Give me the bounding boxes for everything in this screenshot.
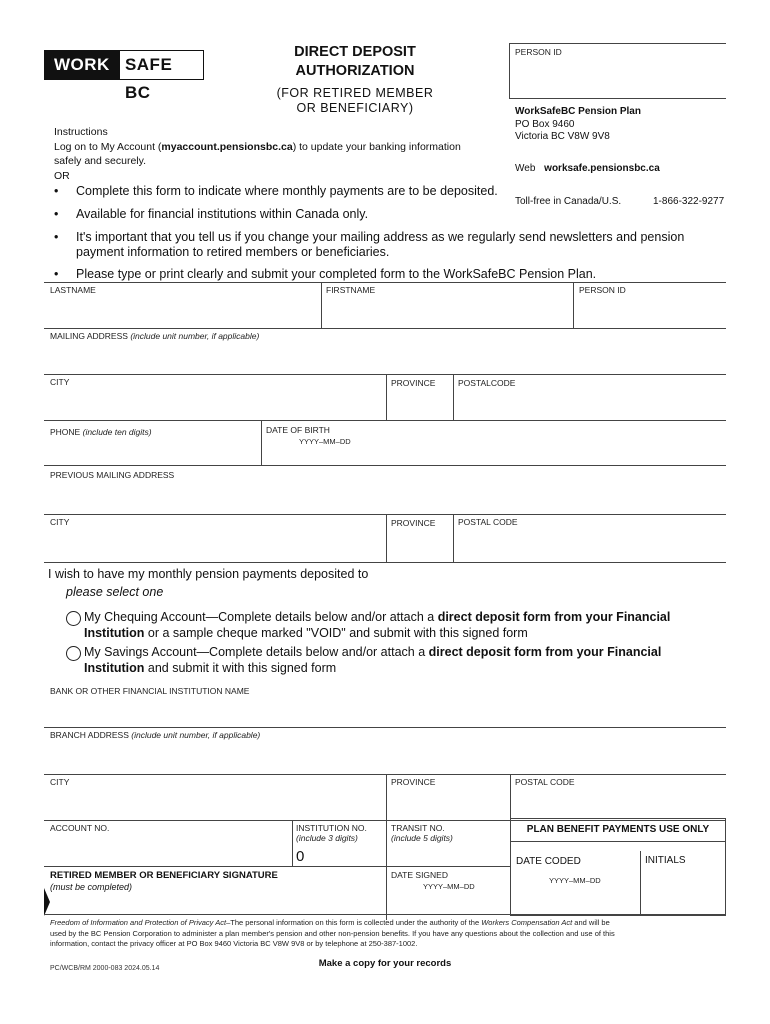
logo-part-work: WORK bbox=[45, 51, 120, 79]
phone-label bbox=[50, 427, 152, 437]
bullet-1: • Complete this form to indicate where monthly payments are to be deposited. bbox=[76, 183, 498, 199]
tollfree-number: 1-866-322-9277 bbox=[653, 196, 725, 207]
branch-address-label bbox=[50, 730, 260, 740]
bank-city-field[interactable] bbox=[45, 788, 384, 818]
phone-note: (include ten digits) bbox=[82, 427, 152, 437]
opt1-bold2: Institution bbox=[84, 626, 145, 640]
city2-field[interactable] bbox=[45, 528, 384, 560]
transit-no-note: (include 5 digits) bbox=[391, 833, 453, 843]
date-signed-label: DATE SIGNED bbox=[391, 870, 448, 880]
privacy-notice bbox=[50, 918, 726, 950]
last-name-field[interactable] bbox=[45, 296, 319, 326]
postal-code-label: POSTALCODE bbox=[458, 378, 516, 388]
tollfree-label: Toll-free in Canada/U.S. bbox=[515, 196, 622, 207]
logo-part-safebc: SAFE BC bbox=[124, 55, 173, 102]
chequing-option bbox=[84, 609, 724, 641]
prev-mailing-field[interactable] bbox=[45, 482, 725, 512]
signature-arrow-icon bbox=[44, 888, 50, 916]
opt2-bold2: Institution bbox=[84, 661, 145, 675]
web-label: Web bbox=[515, 163, 536, 174]
date-coded-label: DATE CODED bbox=[516, 856, 581, 867]
prev-mailing-label: PREVIOUS MAILING ADDRESS bbox=[50, 470, 175, 480]
line1-post: ) to update your banking information bbox=[292, 141, 461, 153]
bank-city-label: CITY bbox=[50, 777, 70, 787]
savings-option bbox=[84, 644, 724, 676]
bullet-3-cont: payment information to retired members or beneficiaries. bbox=[76, 245, 390, 259]
first-name-field[interactable] bbox=[322, 296, 572, 326]
top-person-id-label: PERSON ID bbox=[515, 47, 562, 57]
dob-format: YYYY–MM–DD bbox=[299, 437, 351, 446]
title-line2: AUTHORIZATION bbox=[295, 63, 415, 79]
bank-province-label: PROVINCE bbox=[391, 777, 436, 787]
copy-notice: Make a copy for your records bbox=[318, 958, 452, 969]
top-person-id-field[interactable] bbox=[510, 60, 725, 97]
postal-code2-label: POSTAL CODE bbox=[458, 517, 518, 527]
bank-postal-label: POSTAL CODE bbox=[515, 777, 575, 787]
bullet-4: • Please type or print clearly and submit your completed form to the WorkSafeBC Pension Plan. bbox=[76, 266, 596, 282]
privacy-text2: and will be bbox=[572, 918, 610, 927]
province2-label: PROVINCE bbox=[391, 518, 436, 528]
mailing-address-label bbox=[50, 331, 259, 341]
instructions-heading: Instructions bbox=[54, 126, 108, 138]
postal-code-field[interactable] bbox=[454, 390, 724, 418]
bank-postal-field[interactable] bbox=[511, 788, 724, 818]
savings-radio[interactable] bbox=[66, 646, 81, 661]
instructions-line2: safely and securely. bbox=[54, 155, 147, 167]
privacy-line2: used by the BC Pension Corporation to administer a plan member's pension and other non-pension benefits. If you have any questions about the collection and use of this bbox=[50, 928, 615, 938]
select-one: please select one bbox=[66, 585, 164, 599]
plan-benefit-heading: PLAN BENEFIT PAYMENTS USE ONLY bbox=[526, 824, 710, 835]
date-coded-format: YYYY–MM–DD bbox=[549, 876, 601, 885]
line1-pre: Log on to My Account ( bbox=[54, 141, 162, 153]
opt2-pre: My Savings Account—Complete details below and/or attach a bbox=[84, 645, 429, 659]
account-no-field[interactable] bbox=[45, 835, 290, 865]
contact-org: WorkSafeBC Pension Plan bbox=[515, 106, 641, 117]
privacy-line3: information, contact the privacy officer at PO Box 9460 Victoria BC V8W 9V8 or by telephone at 250-387-1002. bbox=[50, 939, 418, 948]
initials-label: INITIALS bbox=[645, 855, 686, 866]
opt1-post: or a sample cheque marked "VOID" and submit with this signed form bbox=[144, 626, 528, 640]
subtitle-line2: OR BENEFICIARY) bbox=[296, 101, 414, 115]
bullet-2: • Available for financial institutions within Canada only. bbox=[76, 206, 368, 222]
form-code: PC/WCB/RM 2000-083 2024.05.14 bbox=[50, 965, 160, 972]
web-link[interactable]: worksafe.pensionsbc.ca bbox=[544, 163, 660, 174]
mailing-address-note: (include unit number, if applicable) bbox=[130, 331, 260, 341]
branch-address-note: (include unit number, if applicable) bbox=[131, 730, 261, 740]
branch-address-field[interactable] bbox=[45, 742, 725, 772]
contact-address2: Victoria BC V8W 9V8 bbox=[515, 131, 610, 142]
opt1-bold: direct deposit form from your Financial bbox=[437, 610, 671, 624]
bank-name-label: BANK OR OTHER FINANCIAL INSTITUTION NAME bbox=[50, 686, 250, 696]
phone-text: PHONE bbox=[50, 427, 81, 437]
province2-field[interactable] bbox=[387, 530, 451, 560]
instructions-or: OR bbox=[54, 170, 70, 182]
privacy-act-name: Freedom of Information and Protection of Privacy Act bbox=[50, 918, 227, 927]
institution-no-text: INSTITUTION NO. bbox=[296, 823, 367, 833]
contact-block bbox=[515, 106, 641, 144]
transit-no-text: TRANSIT NO. bbox=[391, 823, 445, 833]
myaccount-link[interactable]: myaccount.pensionsbc.ca bbox=[161, 141, 293, 153]
institution-no-label bbox=[296, 823, 367, 843]
title-line1: DIRECT DEPOSIT bbox=[294, 44, 416, 60]
opt2-bold: direct deposit form from your Financial bbox=[428, 645, 662, 659]
mailing-address-field[interactable] bbox=[45, 342, 725, 372]
account-no-label: ACCOUNT NO. bbox=[50, 823, 110, 833]
institution-no-note: (include 3 digits) bbox=[296, 833, 358, 843]
signature-note: (must be completed) bbox=[50, 882, 133, 892]
phone-field[interactable] bbox=[45, 438, 259, 464]
person-id-field[interactable] bbox=[574, 296, 724, 326]
bank-province-field[interactable] bbox=[387, 788, 508, 818]
city2-label: CITY bbox=[50, 517, 70, 527]
signature-label: RETIRED MEMBER OR BENEFICIARY SIGNATURE bbox=[50, 870, 278, 881]
province-field[interactable] bbox=[387, 390, 451, 418]
dob-field[interactable] bbox=[262, 446, 462, 464]
opt2-post: and submit it with this signed form bbox=[144, 661, 337, 675]
city-field[interactable] bbox=[45, 388, 384, 418]
transit-no-label bbox=[391, 823, 453, 843]
chequing-radio[interactable] bbox=[66, 611, 81, 626]
transit-no-field[interactable] bbox=[387, 846, 508, 866]
postal-code2-field[interactable] bbox=[454, 530, 724, 560]
bullet-3: • It's important that you tell us if you change your mailing address as we regularly send newsletters and pension bbox=[76, 229, 684, 245]
privacy-text1: –The personal information on this form is collected under the authority of the bbox=[226, 918, 482, 927]
instructions-line1 bbox=[54, 140, 461, 154]
worksafebc-logo bbox=[44, 50, 204, 102]
deposit-intro: I wish to have my monthly pension payments deposited to bbox=[48, 567, 369, 581]
contact-address1: PO Box 9460 bbox=[515, 118, 575, 130]
contact-web bbox=[515, 163, 660, 174]
wca-name: Workers Compensation Act bbox=[481, 918, 573, 927]
form-subtitle bbox=[255, 86, 455, 116]
branch-address-text: BRANCH ADDRESS bbox=[50, 730, 129, 740]
last-name-label: LASTNAME bbox=[50, 285, 96, 295]
form-title bbox=[255, 43, 455, 81]
person-id-label: PERSON ID bbox=[579, 285, 626, 295]
city-label: CITY bbox=[50, 377, 70, 387]
opt1-pre: My Chequing Account—Complete details below and/or attach a bbox=[84, 610, 438, 624]
bank-name-field[interactable] bbox=[45, 697, 725, 725]
dob-label: DATE OF BIRTH bbox=[266, 425, 330, 435]
province-label: PROVINCE bbox=[391, 378, 436, 388]
subtitle-line1: (FOR RETIRED MEMBER bbox=[276, 86, 434, 100]
mailing-address-text: MAILING ADDRESS bbox=[50, 331, 128, 341]
institution-no-field[interactable]: 0 bbox=[296, 848, 305, 865]
first-name-label: FIRSTNAME bbox=[326, 285, 376, 295]
date-signed-format: YYYY–MM–DD bbox=[423, 882, 475, 891]
